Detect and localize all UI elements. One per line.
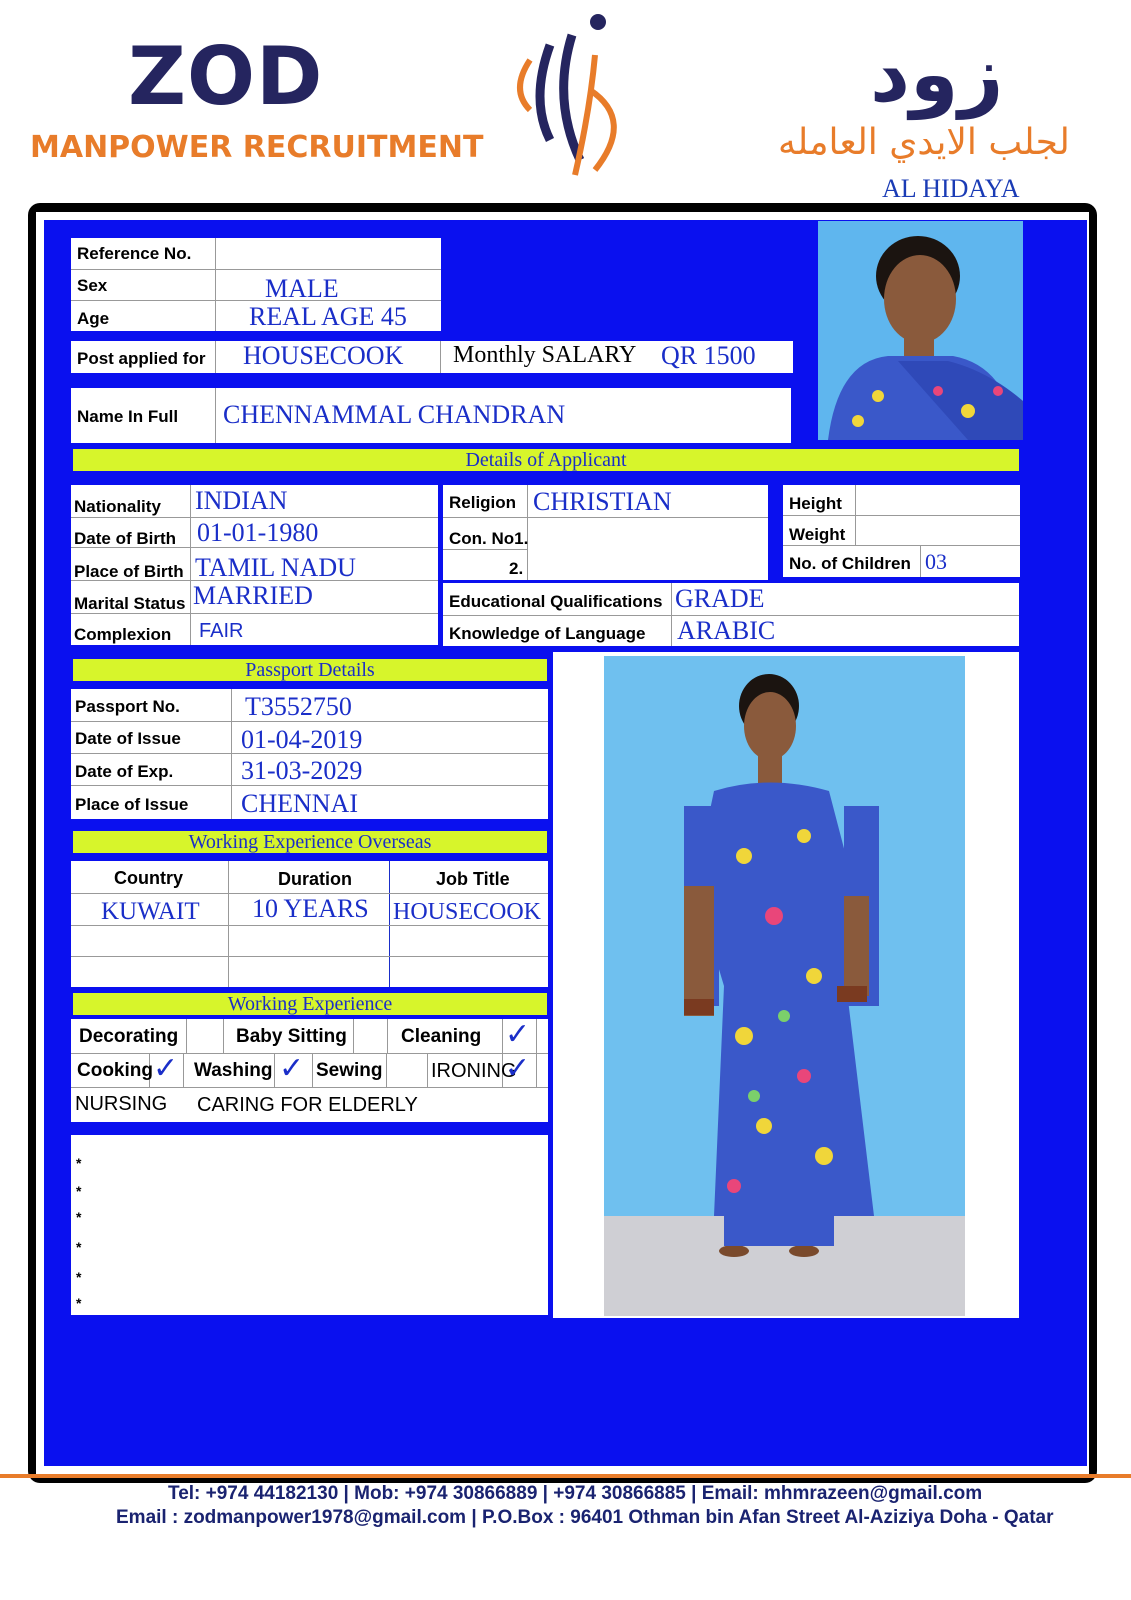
issue-date-value: 01-04-2019 [241, 725, 363, 754]
exp-date-label: Date of Exp. [75, 762, 174, 781]
col-country: Country [114, 868, 183, 888]
washing-check-icon: ✓ [279, 1051, 305, 1086]
children-label: No. of Children [789, 554, 911, 573]
brand-arabic: زود [870, 30, 1004, 120]
nationality-label: Nationality [74, 497, 161, 516]
passport-no-value: T3552750 [245, 692, 352, 721]
footer-contact: Tel: +974 44182130 | Mob: +974 30866889 | +974 30866885 | Email: mhmrazeen@gmail.com [168, 1483, 983, 1504]
skill-caring-elderly: CARING FOR ELDERLY [197, 1094, 418, 1116]
pob-label: Place of Birth [74, 562, 184, 581]
post-row [71, 341, 793, 373]
dob-value: 01-01-1980 [197, 518, 319, 547]
basic-info-box [71, 238, 441, 331]
section-overseas: Working Experience Overseas [73, 831, 547, 853]
skill-washing: Washing [194, 1060, 273, 1081]
con1-label: Con. No1. [449, 529, 529, 548]
overseas-duration: 10 YEARS [252, 894, 369, 923]
note-bullet: * [76, 1183, 82, 1199]
col-job-title: Job Title [436, 869, 510, 889]
skill-baby-sitting: Baby Sitting [236, 1026, 347, 1047]
ironing-check-icon: ✓ [505, 1051, 531, 1086]
footer-divider [0, 1474, 1131, 1478]
education-label: Educational Qualifications [449, 592, 663, 611]
dob-label: Date of Birth [74, 529, 176, 548]
full-body-photo [604, 656, 965, 1316]
physical-box [783, 485, 1020, 577]
salary-value: QR 1500 [661, 341, 756, 370]
full-photo-frame [553, 652, 1019, 1318]
sex-label: Sex [77, 276, 108, 295]
weight-label: Weight [789, 525, 846, 544]
language-value: ARABIC [677, 616, 776, 645]
age-label: Age [77, 309, 110, 328]
agency-name: AL HIDAYA [882, 174, 1020, 203]
nationality-value: INDIAN [195, 486, 288, 515]
religion-label: Religion [449, 493, 517, 512]
note-bullet: * [76, 1155, 82, 1171]
skill-ironing: IRONING [431, 1060, 517, 1082]
note-bullet: * [76, 1269, 82, 1285]
name-row [71, 388, 791, 443]
issue-place-label: Place of Issue [75, 795, 189, 814]
height-label: Height [789, 494, 842, 513]
salary-label: Monthly SALARY [453, 342, 637, 368]
children-value: 03 [925, 549, 947, 574]
complexion-label: Complexion [74, 625, 172, 644]
overseas-country: KUWAIT [101, 898, 200, 925]
note-bullet: * [76, 1239, 82, 1255]
applicant-left-box [71, 485, 438, 645]
section-passport: Passport Details [73, 659, 547, 681]
cleaning-check-icon: ✓ [505, 1017, 531, 1052]
post-label: Post applied for [77, 349, 206, 368]
col-duration: Duration [278, 869, 352, 889]
skill-nursing: NURSING [75, 1093, 168, 1115]
portrait-photo [818, 221, 1023, 440]
section-applicant: Details of Applicant [73, 449, 1019, 471]
marital-value: MARRIED [193, 581, 313, 610]
note-bullet: * [76, 1209, 82, 1225]
age-value: REAL AGE 45 [249, 302, 407, 331]
issue-date-label: Date of Issue [75, 729, 181, 748]
cooking-check-icon: ✓ [153, 1051, 179, 1086]
passport-no-label: Passport No. [75, 697, 180, 716]
footer-address: Email : zodmanpower1978@gmail.com | P.O.Box : 96401 Othman bin Afan Street Al-Aziziya Doha - Qatar [116, 1507, 1054, 1528]
skill-sewing: Sewing [316, 1060, 383, 1081]
complexion-value: FAIR [199, 620, 244, 642]
skill-cleaning: Cleaning [401, 1026, 482, 1047]
education-value: GRADE [675, 584, 765, 613]
note-bullet: * [76, 1295, 82, 1311]
post-value: HOUSECOOK [243, 341, 404, 370]
sex-value: MALE [265, 274, 339, 303]
language-label: Knowledge of Language [449, 624, 646, 643]
pob-value: TAMIL NADU [195, 553, 356, 582]
brand-arabic-subtitle: لجلب الايدي العامله [778, 122, 1070, 163]
overseas-job: HOUSECOOK [393, 899, 542, 925]
reference-label: Reference No. [77, 244, 192, 263]
skill-cooking: Cooking [77, 1060, 153, 1081]
skill-decorating: Decorating [79, 1026, 179, 1047]
brand-logo-text: ZOD [128, 30, 324, 123]
religion-value: CHRISTIAN [533, 487, 672, 516]
religion-box [443, 485, 768, 580]
brand-subtitle: MANPOWER RECRUITMENT [30, 130, 484, 165]
name-label: Name In Full [77, 407, 179, 426]
education-box [443, 583, 1019, 646]
issue-place-value: CHENNAI [241, 789, 358, 818]
brand-logo-icon [500, 10, 640, 180]
notes-box [71, 1135, 548, 1315]
section-experience: Working Experience [73, 993, 547, 1015]
experience-box [71, 1019, 548, 1122]
overseas-table [71, 861, 548, 987]
exp-date-value: 31-03-2029 [241, 756, 363, 785]
marital-label: Marital Status [74, 594, 186, 613]
con2-label: 2. [509, 559, 524, 578]
name-value: CHENNAMMAL CHANDRAN [223, 400, 566, 429]
passport-box [71, 689, 548, 819]
